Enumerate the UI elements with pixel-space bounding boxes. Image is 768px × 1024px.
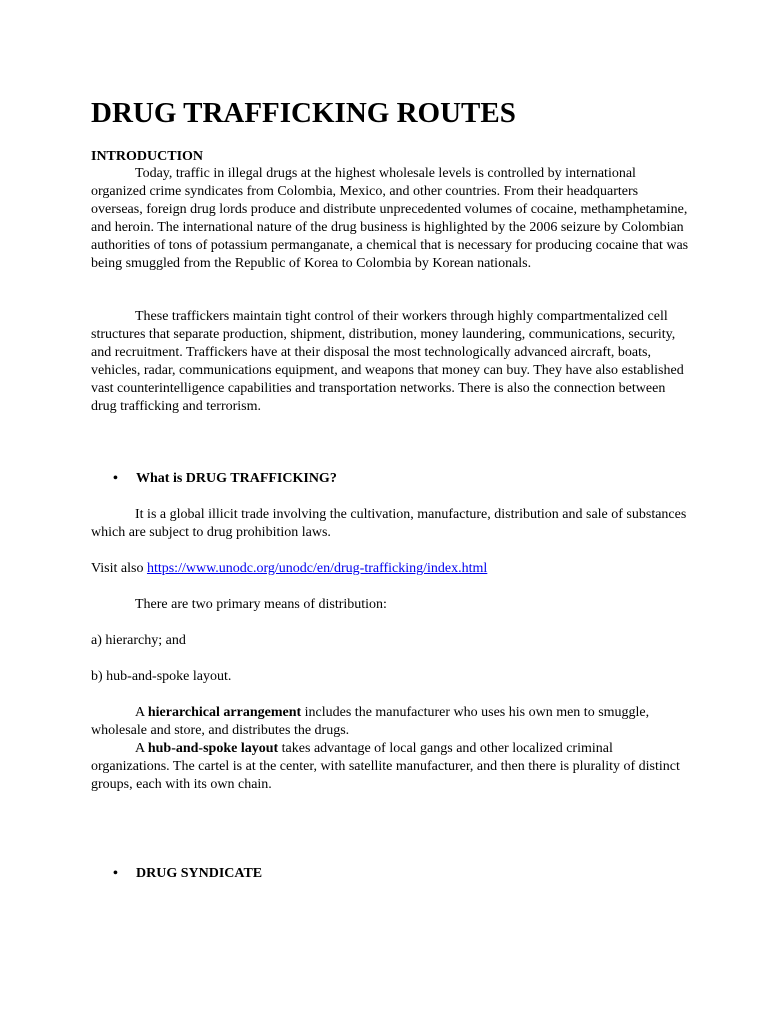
bullet-label: What is DRUG TRAFFICKING? bbox=[136, 471, 337, 486]
visit-also-prefix: Visit also bbox=[91, 561, 147, 576]
unodc-link[interactable]: https://www.unodc.org/unodc/en/drug-trafficking/index.html bbox=[146, 561, 488, 576]
hier-bold-term: hierarchical arrangement bbox=[147, 705, 302, 720]
bullet-dot-icon: • bbox=[113, 866, 118, 881]
intro-paragraph-1: Today, traffic in illegal drugs at the highest wholesale levels is controlled by international organized crime syndicates from Colombia, Mexico, and other countries. From their headquarters overseas, foreign drug lords produce and distribute unprecedented volumes of cocaine, methamphetamine, and heroin. The international nature of the drug business is highlighted by the 2006 seizure by Colombian authorities of tons of potassium permanganate, a chemical that is necessary for producing cocaine that was being smuggled from the Republic of Korea to Colombia by Korean nationals. bbox=[91, 166, 689, 271]
hier-rest: includes the manufacturer who uses his own men to smuggle, wholesale and store, and distributes the drugs. bbox=[91, 705, 650, 738]
means-paragraph: There are two primary means of distribution: bbox=[135, 597, 387, 612]
means-item-a: a) hierarchy; and bbox=[91, 633, 186, 648]
hub-rest: takes advantage of local gangs and other localized criminal organizations. The cartel is at the center, with satellite manufacturer, and then there is plurality of distinct groups, each with its own chain. bbox=[91, 741, 680, 792]
bullet-label: DRUG SYNDICATE bbox=[136, 866, 263, 881]
document-title: DRUG TRAFFICKING ROUTES bbox=[91, 97, 516, 129]
intro-paragraph-2: These traffickers maintain tight control of their workers through highly compartmentalized cell structures that separate production, shipment, distribution, money laundering, communications, security, and recruitment. Traffickers have at their disposal the most technologically advanced aircraft, boats, vehicles, radar, communications equipment, and weapons that money can buy. They have also established vast counterintelligence capabilities and transportation networks. There is also the connection between drug trafficking and terrorism. bbox=[91, 309, 684, 414]
hierarchical-paragraph bbox=[91, 704, 691, 740]
bullet-dot-icon: • bbox=[113, 471, 118, 486]
bullet-what-is-drug-trafficking bbox=[113, 470, 337, 488]
hub-bold-term: hub-and-spoke layout bbox=[147, 741, 279, 756]
bullet-drug-syndicate bbox=[113, 865, 262, 883]
hub-spoke-paragraph bbox=[91, 740, 691, 794]
means-item-b: b) hub-and-spoke layout. bbox=[91, 669, 232, 684]
visit-also-line bbox=[91, 560, 691, 578]
definition-paragraph: It is a global illicit trade involving the cultivation, manufacture, distribution and sale of substances which are subject to drug prohibition laws. bbox=[91, 507, 687, 540]
hier-prefix: A bbox=[135, 705, 148, 720]
hub-prefix: A bbox=[135, 741, 148, 756]
introduction-heading: INTRODUCTION bbox=[91, 149, 204, 164]
